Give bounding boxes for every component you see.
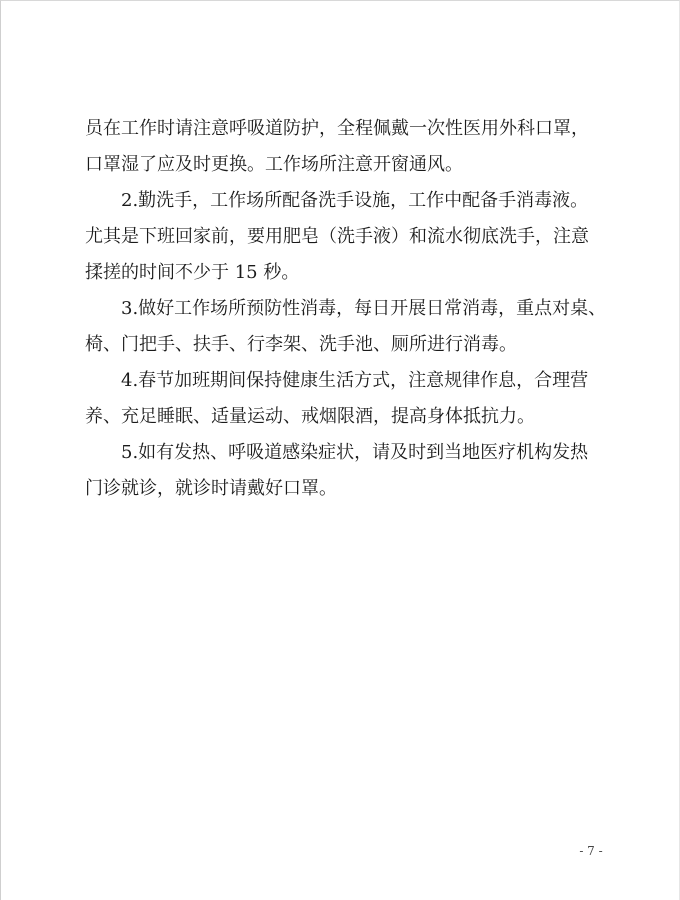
text-line: 3.做好工作场所预防性消毒，每日开展日常消毒，重点对桌、 — [85, 298, 607, 319]
text-line: 5.如有发热、呼吸道感染症状，请及时到当地医疗机构发热 — [85, 442, 589, 463]
text-line: 员在工作时请注意呼吸道防护，全程佩戴一次性医用外科口罩， — [85, 118, 589, 139]
text-line: 口罩湿了应及时更换。工作场所注意开窗通风。 — [85, 154, 463, 175]
body-text — [85, 111, 605, 507]
text-line: 尤其是下班回家前，要用肥皂（洗手液）和流水彻底洗手，注意 — [85, 226, 589, 247]
text-line: 揉搓的时间不少于 15 秒。 — [85, 262, 300, 283]
text-line: 椅、门把手、扶手、行李架、洗手池、厕所进行消毒。 — [85, 334, 517, 355]
text-line: 门诊就诊，就诊时请戴好口罩。 — [85, 478, 337, 499]
text-line: 养、充足睡眠、适量运动、戒烟限酒，提高身体抵抗力。 — [85, 406, 535, 427]
text-line: 2.勤洗手，工作场所配备洗手设施，工作中配备手消毒液。 — [85, 190, 589, 211]
page-number: - 7 - — [579, 844, 603, 858]
text-line: 4.春节加班期间保持健康生活方式，注意规律作息，合理营 — [85, 370, 589, 391]
